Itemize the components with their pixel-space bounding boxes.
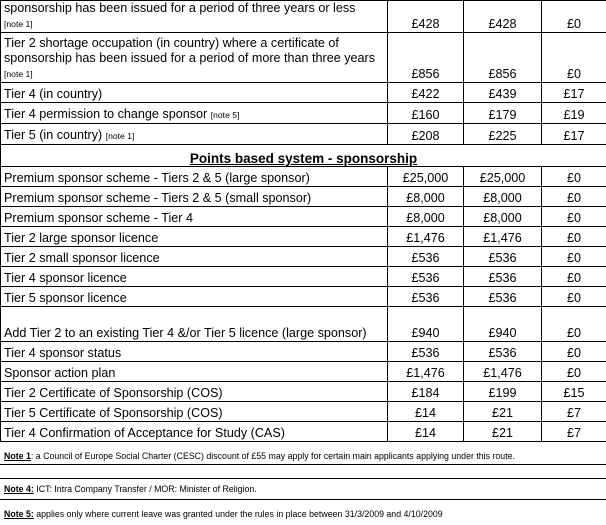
value-cell: £0 <box>542 247 606 267</box>
value-cell: £536 <box>388 267 464 287</box>
table-row <box>1 362 606 382</box>
value-cell: £536 <box>388 342 464 362</box>
value-cell: £536 <box>464 342 542 362</box>
row-note: [note 1] <box>4 19 33 29</box>
divider <box>0 499 606 500</box>
row-label <box>1 33 388 83</box>
row-label: Tier 4 (in country) <box>1 83 388 103</box>
value-cell: £1,476 <box>388 227 464 247</box>
value-cell: £536 <box>388 287 464 307</box>
row-label: Tier 2 Certificate of Sponsorship (COS) <box>1 382 388 402</box>
table-row <box>1 382 606 402</box>
value-cell: £8,000 <box>464 207 542 227</box>
value-cell: £8,000 <box>388 187 464 207</box>
value-cell: £21 <box>464 402 542 422</box>
value-cell: £184 <box>388 382 464 402</box>
footnote-text: applies only where current leave was granted under the rules in place between 31/3/2009 and 4/10/2009 <box>33 509 443 519</box>
value-cell: £8,000 <box>388 207 464 227</box>
table-row <box>1 247 606 267</box>
row-label: Add Tier 2 to an existing Tier 4 &/or Tier 5 licence (large sponsor) <box>1 307 388 342</box>
value-cell: £422 <box>388 83 464 103</box>
value-cell: £0 <box>542 1 606 33</box>
footnote-label: Note 1 <box>4 451 31 461</box>
value-cell: £0 <box>542 33 606 83</box>
value-cell: £428 <box>388 1 464 33</box>
footnote-text: ICT: Intra Company Transfer / MOR: Minister of Religion. <box>33 484 257 494</box>
row-note: [note 5] <box>210 110 240 120</box>
row-label: Tier 2 large sponsor licence <box>1 227 388 247</box>
table-row <box>1 227 606 247</box>
sponsor-rows <box>1 167 606 442</box>
section-title: Points based system - sponsorship <box>1 145 606 167</box>
value-cell: £0 <box>542 167 606 187</box>
value-cell: £0 <box>542 287 606 307</box>
table-row <box>1 83 606 103</box>
value-cell: £25,000 <box>464 167 542 187</box>
table-row <box>1 307 606 342</box>
value-cell: £0 <box>542 267 606 287</box>
row-label: Premium sponsor scheme - Tiers 2 & 5 (large sponsor) <box>1 167 388 187</box>
row-label: Premium sponsor scheme - Tiers 2 & 5 (small sponsor) <box>1 187 388 207</box>
footnote-label: Note 5: <box>4 509 34 519</box>
value-cell: £160 <box>388 103 464 124</box>
value-cell: £14 <box>388 422 464 442</box>
value-cell: £17 <box>542 83 606 103</box>
row-label <box>1 1 388 33</box>
top-rows <box>1 1 606 167</box>
value-cell: £856 <box>464 33 542 83</box>
row-label <box>1 103 388 124</box>
value-cell: £17 <box>542 124 606 145</box>
value-cell: £208 <box>388 124 464 145</box>
value-cell: £536 <box>464 247 542 267</box>
value-cell: £19 <box>542 103 606 124</box>
value-cell: £536 <box>464 287 542 307</box>
table-row <box>1 287 606 307</box>
section-row <box>1 145 606 167</box>
value-cell: £0 <box>542 207 606 227</box>
table-row <box>1 167 606 187</box>
value-cell: £25,000 <box>388 167 464 187</box>
table-row <box>1 103 606 124</box>
table-row <box>1 342 606 362</box>
row-label <box>1 124 388 145</box>
row-label: Tier 4 sponsor licence <box>1 267 388 287</box>
footnote-1 <box>4 450 602 462</box>
value-cell: £428 <box>464 1 542 33</box>
divider <box>0 464 606 465</box>
value-cell: £439 <box>464 83 542 103</box>
row-label: Tier 4 sponsor status <box>1 342 388 362</box>
row-note: [note 1] <box>105 131 135 141</box>
row-label: Premium sponsor scheme - Tier 4 <box>1 207 388 227</box>
footnote-label: Note 4: <box>4 484 34 494</box>
value-cell: £0 <box>542 342 606 362</box>
value-cell: £7 <box>542 422 606 442</box>
table-row <box>1 1 606 33</box>
row-label-text: Tier 2 shortage occupation (in country) where a certificate of sponsorship has been issued for a period of more than three years <box>4 36 376 65</box>
row-note: [note 1] <box>4 69 33 79</box>
value-cell: £8,000 <box>464 187 542 207</box>
value-cell: £0 <box>542 362 606 382</box>
value-cell: £1,476 <box>388 362 464 382</box>
footnote-4 <box>4 483 602 495</box>
value-cell: £940 <box>464 307 542 342</box>
value-cell: £536 <box>464 267 542 287</box>
table-row <box>1 124 606 145</box>
table-row <box>1 267 606 287</box>
value-cell: £1,476 <box>464 362 542 382</box>
table-row <box>1 402 606 422</box>
row-label: Tier 4 Confirmation of Acceptance for Study (CAS) <box>1 422 388 442</box>
value-cell: £225 <box>464 124 542 145</box>
row-label: Tier 5 Certificate of Sponsorship (COS) <box>1 402 388 422</box>
table-row <box>1 33 606 83</box>
value-cell: £15 <box>542 382 606 402</box>
row-label-text: sponsorship has been issued for a period of three years or less <box>4 1 356 15</box>
value-cell: £536 <box>388 247 464 267</box>
value-cell: £7 <box>542 402 606 422</box>
value-cell: £21 <box>464 422 542 442</box>
value-cell: £940 <box>388 307 464 342</box>
value-cell: £0 <box>542 307 606 342</box>
row-label: Sponsor action plan <box>1 362 388 382</box>
value-cell: £179 <box>464 103 542 124</box>
footnote-text: : a Council of Europe Social Charter (CESC) discount of £55 may apply for certain main applicants applying under this route. <box>30 451 515 461</box>
value-cell: £0 <box>542 227 606 247</box>
value-cell: £199 <box>464 382 542 402</box>
row-label-text: Tier 4 permission to change sponsor <box>4 107 208 121</box>
row-label-text: Tier 5 (in country) <box>4 128 103 142</box>
footnote-5 <box>4 508 602 520</box>
value-cell: £856 <box>388 33 464 83</box>
table-row <box>1 422 606 442</box>
value-cell: £1,476 <box>464 227 542 247</box>
row-label: Tier 5 sponsor licence <box>1 287 388 307</box>
value-cell: £0 <box>542 187 606 207</box>
table-row <box>1 187 606 207</box>
divider <box>0 478 606 479</box>
value-cell: £14 <box>388 402 464 422</box>
row-label: Tier 2 small sponsor licence <box>1 247 388 267</box>
table-row <box>1 207 606 227</box>
